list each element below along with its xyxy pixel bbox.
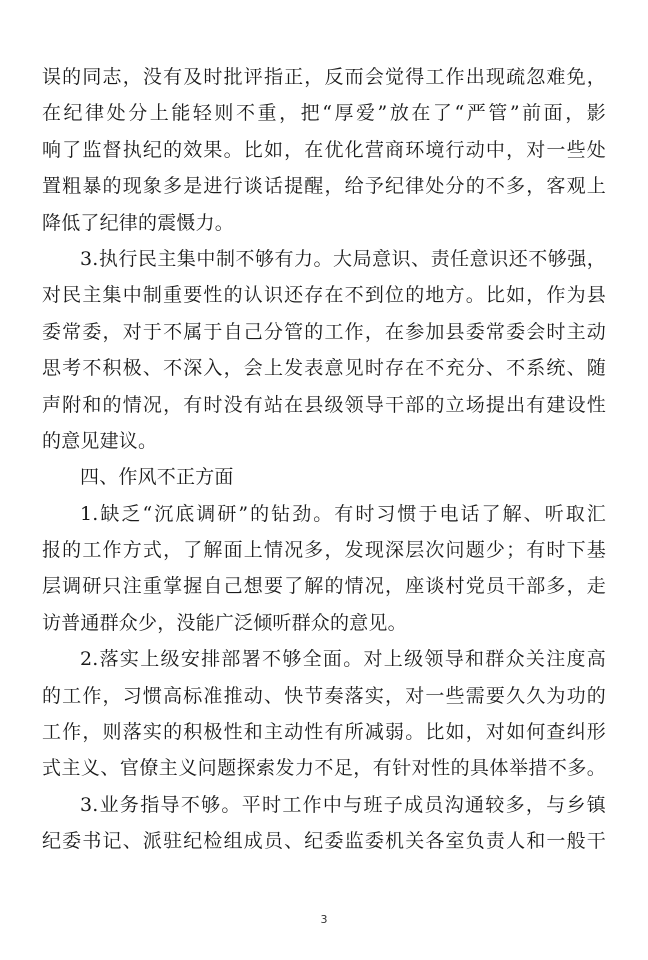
document-body bbox=[42, 59, 606, 860]
text-line: 在纪律处分上能轻则不重，把“厚爱”放在了“严管”前面，影 bbox=[42, 102, 606, 125]
text-line: 工作，则落实的积极性和主动性有所减弱。比如，对如何查纠形 bbox=[42, 721, 606, 744]
text-line: 的工作，习惯高标准推动、快节奏落实，对一些需要久久为功的 bbox=[42, 684, 606, 707]
paragraph-start-line: 2.落实上级安排部署不够全面。对上级领导和群众关注度高 bbox=[80, 648, 606, 671]
section-heading: 四、作风不正方面 bbox=[80, 466, 234, 489]
text-line: 对民主集中制重要性的认识还存在不到位的地方。比如，作为县 bbox=[42, 284, 606, 307]
text-line: 访普通群众少，没能广泛倾听群众的意见。 bbox=[42, 611, 407, 634]
paragraph-start-line: 3.业务指导不够。平时工作中与班子成员沟通较多，与乡镇 bbox=[80, 793, 606, 816]
paragraph-start-line: 3.执行民主集中制不够有力。大局意识、责任意识还不够强， bbox=[80, 247, 606, 270]
text-line: 的意见建议。 bbox=[42, 429, 158, 452]
text-line: 报的工作方式，了解面上情况多，发现深层次问题少；有时下基 bbox=[42, 539, 606, 562]
text-line: 置粗暴的现象多是进行谈话提醒，给予纪律处分的不多，客观上 bbox=[42, 175, 606, 198]
paragraph-start-line: 1.缺乏“沉底调研”的钻劲。有时习惯于电话了解、听取汇 bbox=[80, 502, 606, 525]
text-line: 误的同志，没有及时批评指正，反而会觉得工作出现疏忽难免， bbox=[42, 66, 606, 88]
text-line: 思考不积极、不深入，会上发表意见时存在不充分、不系统、随 bbox=[42, 357, 606, 380]
text-line: 响了监督执纪的效果。比如，在优化营商环境行动中，对一些处 bbox=[42, 138, 606, 161]
text-line: 层调研只注重掌握自己想要了解的情况，座谈村党员干部多，走 bbox=[42, 575, 606, 598]
text-line: 式主义、官僚主义问题探索发力不足，有针对性的具体举措不多。 bbox=[42, 757, 606, 780]
text-line: 纪委书记、派驻纪检组成员、纪委监委机关各室负责人和一般干 bbox=[42, 830, 606, 853]
text-line: 声附和的情况，有时没有站在县级领导干部的立场提出有建设性 bbox=[42, 393, 606, 416]
text-line: 降低了纪律的震慑力。 bbox=[42, 211, 235, 234]
page-number: 3 bbox=[320, 913, 328, 926]
text-line: 委常委，对于不属于自己分管的工作，在参加县委常委会时主动 bbox=[42, 320, 606, 343]
